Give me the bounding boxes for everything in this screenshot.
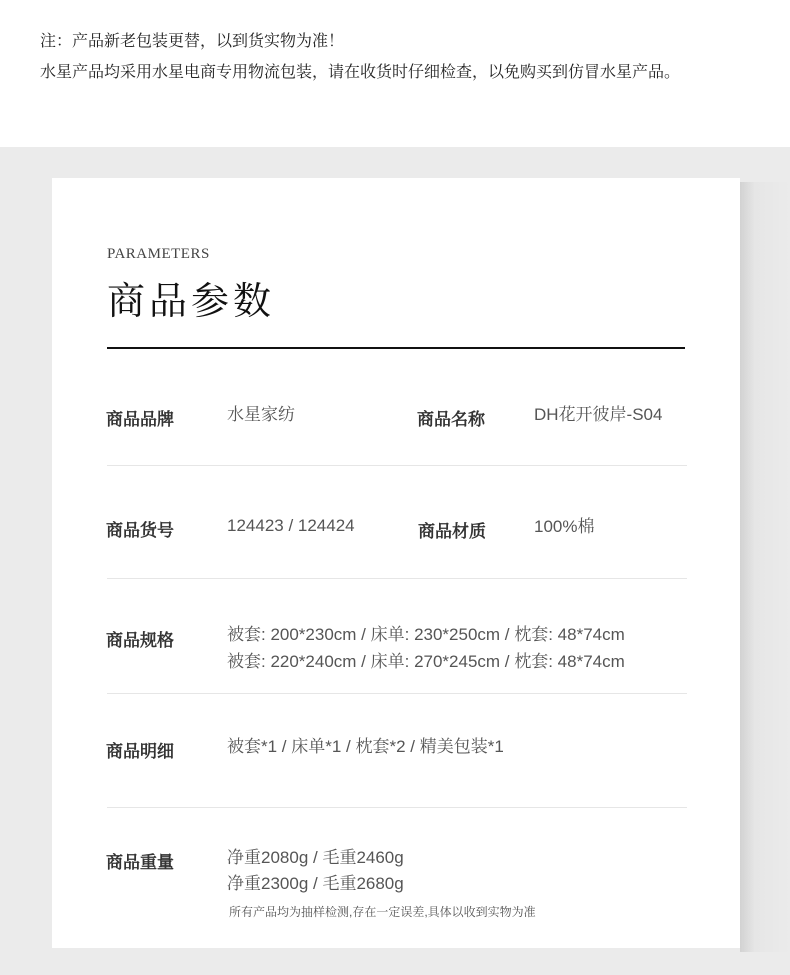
weight-note: 所有产品均为抽样检测,存在一定误差,具体以收到实物为准 bbox=[229, 905, 536, 919]
row-divider bbox=[107, 693, 687, 694]
notice-line-logistics: 水星产品均采用水星电商专用物流包装，请在收货时仔细检查，以免购买到仿冒水星产品。 bbox=[40, 64, 681, 81]
heading-divider bbox=[107, 347, 685, 349]
spec-line-1: 被套: 200*230cm / 床单: 230*250cm / 枕套: 48*74cm bbox=[227, 625, 625, 644]
sku-value: 124423 / 124424 bbox=[227, 516, 355, 535]
name-value: DH花开彼岸-S04 bbox=[534, 405, 663, 424]
row-divider bbox=[107, 578, 687, 579]
brand-label: 商品品牌 bbox=[106, 410, 174, 429]
detail-label: 商品明细 bbox=[106, 742, 174, 761]
row-divider bbox=[107, 465, 687, 466]
brand-value: 水星家纺 bbox=[227, 405, 295, 424]
section-eyebrow: PARAMETERS bbox=[107, 246, 210, 262]
name-label: 商品名称 bbox=[417, 410, 485, 429]
notice-line-packaging: 注：产品新老包装更替，以到货实物为准！ bbox=[40, 33, 345, 50]
card-shadow bbox=[740, 182, 790, 952]
spec-label: 商品规格 bbox=[106, 631, 174, 650]
parameters-card bbox=[52, 178, 740, 948]
weight-line-2: 净重2300g / 毛重2680g bbox=[227, 874, 404, 893]
row-divider bbox=[107, 807, 687, 808]
weight-line-1: 净重2080g / 毛重2460g bbox=[227, 848, 404, 867]
spec-line-2: 被套: 220*240cm / 床单: 270*245cm / 枕套: 48*74cm bbox=[227, 652, 625, 671]
section-heading: 商品参数 bbox=[107, 279, 276, 323]
sku-label: 商品货号 bbox=[106, 521, 174, 540]
detail-value: 被套*1 / 床单*1 / 枕套*2 / 精美包装*1 bbox=[227, 737, 504, 756]
weight-label: 商品重量 bbox=[106, 853, 174, 872]
material-value: 100%棉 bbox=[534, 517, 595, 536]
material-label: 商品材质 bbox=[418, 522, 486, 541]
notice bbox=[40, 26, 780, 88]
